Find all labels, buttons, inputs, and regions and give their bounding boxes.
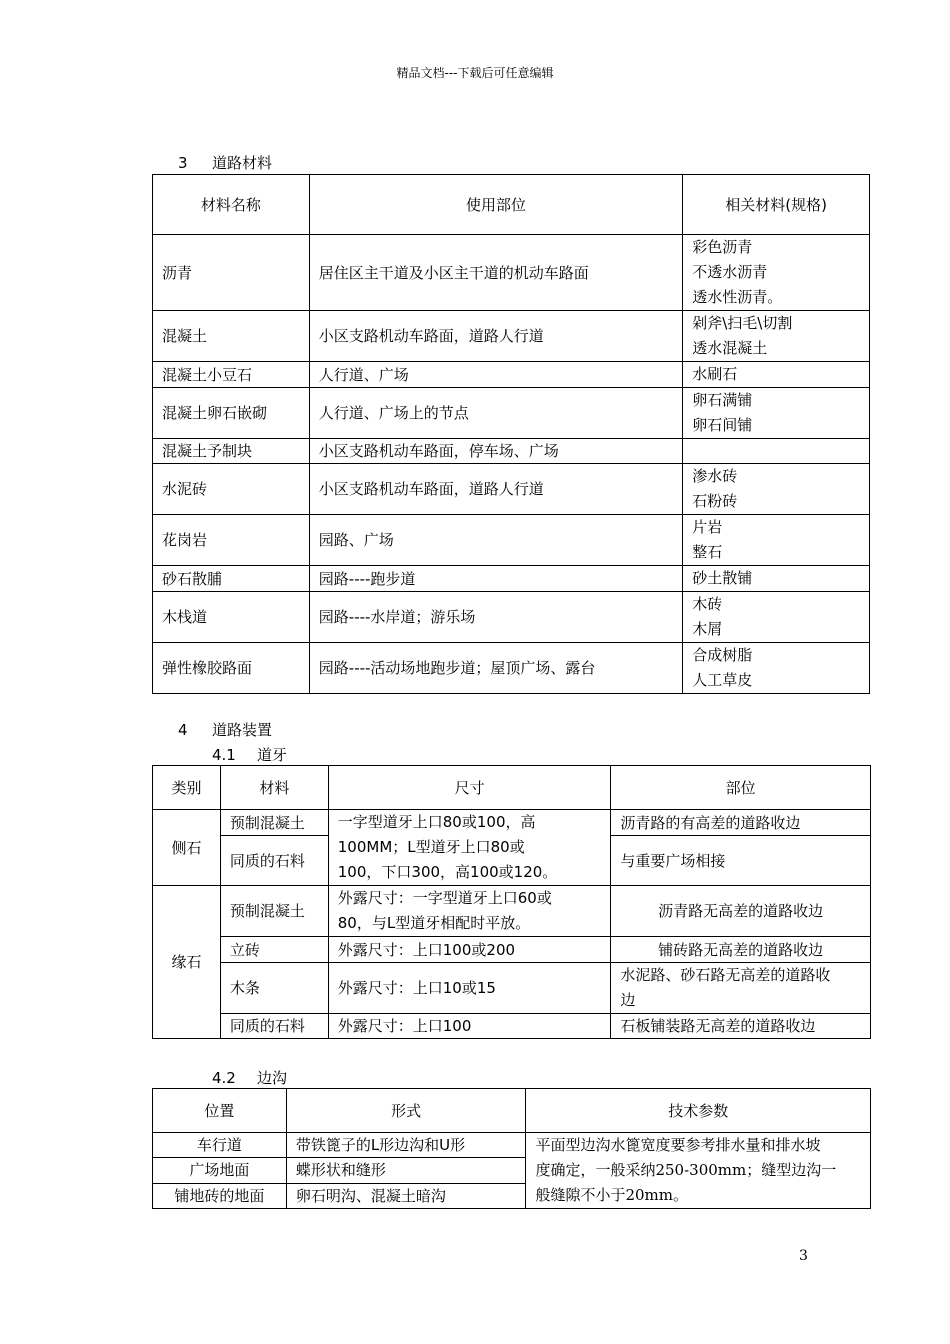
material-name-cell: 弹性橡胶路面 — [153, 643, 310, 694]
column-header: 尺寸 — [328, 766, 611, 810]
params-cell — [526, 1133, 871, 1209]
size-line: 外露尺寸：一字型道牙上口60或 — [337, 889, 552, 907]
related-material-line: 透水混凝土 — [692, 339, 768, 357]
table-row — [153, 362, 870, 388]
related-material-line: 合成树脂 — [692, 646, 753, 664]
related-material-line: 剁斧\扫毛\切割 — [692, 314, 793, 332]
related-materials-cell — [683, 439, 870, 464]
related-materials-cell — [683, 592, 870, 643]
usage-cell: 小区支路机动车路面，停车场、广场 — [309, 439, 682, 464]
column-header: 形式 — [286, 1089, 526, 1133]
section-4-heading — [178, 719, 272, 740]
material-name-cell: 砂石散脯 — [153, 566, 310, 592]
size-cell — [328, 886, 611, 937]
table-row — [153, 515, 870, 566]
material-cell: 木条 — [220, 963, 328, 1014]
table-row — [153, 592, 870, 643]
related-material-line: 卵石间铺 — [692, 416, 753, 434]
related-materials-cell — [683, 311, 870, 362]
column-header: 类别 — [153, 766, 221, 810]
size-line: 100MM；L型道牙上口80或 — [337, 838, 525, 856]
table-row — [153, 439, 870, 464]
related-material-line: 水刷石 — [692, 365, 738, 383]
section-title: 道路装置 — [212, 721, 273, 739]
subsection-number: 4.1 — [212, 746, 236, 764]
section-title: 道路材料 — [212, 154, 273, 172]
material-name-cell: 混凝土予制块 — [153, 439, 310, 464]
params-line: 平面型边沟水篦宽度要参考排水量和排水坡 — [535, 1136, 821, 1154]
related-materials-cell — [683, 464, 870, 515]
table-row — [153, 388, 870, 439]
position-cell: 广场地面 — [153, 1158, 287, 1183]
column-header: 材料 — [220, 766, 328, 810]
related-material-line: 砂土散铺 — [692, 569, 753, 587]
form-cell: 带铁篦子的L形边沟和U形 — [286, 1133, 526, 1158]
size-line: 一字型道牙上口80或100，高 — [337, 813, 536, 831]
usage-cell: 园路----水岸道；游乐场 — [309, 592, 682, 643]
location-cell: 石板铺装路无高差的道路收边 — [611, 1014, 871, 1039]
related-material-line: 彩色沥青 — [692, 238, 753, 256]
position-cell: 铺地砖的地面 — [153, 1183, 287, 1208]
section-number: 4 — [178, 721, 188, 739]
usage-cell: 人行道、广场 — [309, 362, 682, 388]
related-material-line: 人工草皮 — [692, 671, 753, 689]
material-cell: 同质的石料 — [220, 1014, 328, 1039]
section-number: 3 — [178, 154, 188, 172]
location-line: 边 — [620, 991, 636, 1009]
material-cell: 预制混凝土 — [220, 810, 328, 836]
column-header: 使用部位 — [309, 175, 682, 235]
location-cell: 铺砖路无高差的道路收边 — [611, 937, 871, 963]
form-cell: 蝶形状和缝形 — [286, 1158, 526, 1183]
material-name-cell: 水泥砖 — [153, 464, 310, 515]
related-material-line: 木砖 — [692, 595, 723, 613]
curb-table — [152, 765, 871, 1039]
table-row — [153, 566, 870, 592]
material-name-cell: 混凝土小豆石 — [153, 362, 310, 388]
size-cell: 外露尺寸：上口100 — [328, 1014, 611, 1039]
usage-cell: 小区支路机动车路面，道路人行道 — [309, 311, 682, 362]
column-header: 部位 — [611, 766, 871, 810]
related-materials-cell — [683, 235, 870, 311]
related-material-line: 木屑 — [692, 620, 723, 638]
column-header: 位置 — [153, 1089, 287, 1133]
material-cell: 立砖 — [220, 937, 328, 963]
page-number: 3 — [799, 1248, 808, 1264]
subsection-title: 道牙 — [257, 746, 288, 764]
column-header: 相关材料(规格) — [683, 175, 870, 235]
usage-cell: 园路----活动场地跑步道；屋顶广场、露台 — [309, 643, 682, 694]
road-materials-table — [152, 174, 870, 694]
size-cell: 外露尺寸：上口10或15 — [328, 963, 611, 1014]
related-material-line: 片岩 — [692, 518, 723, 536]
location-cell: 与重要广场相接 — [611, 836, 871, 886]
location-cell: 沥青路的有高差的道路收边 — [611, 810, 871, 836]
size-cell: 外露尺寸：上口100或200 — [328, 937, 611, 963]
related-material-line: 石粉砖 — [692, 492, 738, 510]
usage-cell: 园路----跑步道 — [309, 566, 682, 592]
table-row — [153, 311, 870, 362]
form-cell: 卵石明沟、混凝土暗沟 — [286, 1183, 526, 1208]
related-material-line: 整石 — [692, 543, 723, 561]
gutter-table — [152, 1088, 871, 1209]
params-line: 般缝隙不小于20mm。 — [535, 1186, 688, 1204]
related-materials-cell — [683, 388, 870, 439]
subsection-title: 边沟 — [257, 1069, 288, 1087]
size-line: 80，与L型道牙相配时平放。 — [337, 914, 531, 932]
column-header: 技术参数 — [526, 1089, 871, 1133]
material-cell: 同质的石料 — [220, 836, 328, 886]
usage-cell: 居住区主干道及小区主干道的机动车路面 — [309, 235, 682, 311]
location-cell: 沥青路无高差的道路收边 — [611, 886, 871, 937]
material-name-cell: 混凝土卵石嵌砌 — [153, 388, 310, 439]
subsection-number: 4.2 — [212, 1069, 236, 1087]
usage-cell: 园路、广场 — [309, 515, 682, 566]
related-materials-cell — [683, 566, 870, 592]
table-row — [153, 464, 870, 515]
material-name-cell: 沥青 — [153, 235, 310, 311]
subsection-4-2-heading — [212, 1067, 287, 1088]
material-name-cell: 花岗岩 — [153, 515, 310, 566]
related-materials-cell — [683, 515, 870, 566]
related-material-line: 透水性沥青。 — [692, 288, 783, 306]
size-line: 100，下口300，高100或120。 — [337, 863, 558, 881]
table-row — [153, 643, 870, 694]
related-materials-cell — [683, 362, 870, 388]
material-name-cell: 混凝土 — [153, 311, 310, 362]
column-header: 材料名称 — [153, 175, 310, 235]
related-material-line: 卵石满铺 — [692, 391, 753, 409]
location-line: 水泥路、砂石路无高差的道路收 — [620, 966, 831, 984]
params-line: 度确定，一般采纳250-300mm；缝型边沟一 — [535, 1161, 837, 1179]
section-3-heading — [178, 152, 272, 173]
related-material-line: 渗水砖 — [692, 467, 738, 485]
category-cell: 侧石 — [153, 810, 221, 886]
size-cell — [328, 810, 611, 886]
table-row — [153, 235, 870, 311]
page-header: 精品文档---下载后可任意编辑 — [396, 66, 554, 80]
subsection-4-1-heading — [212, 744, 287, 765]
related-materials-cell — [683, 643, 870, 694]
material-cell: 预制混凝土 — [220, 886, 328, 937]
material-name-cell: 木栈道 — [153, 592, 310, 643]
usage-cell: 小区支路机动车路面，道路人行道 — [309, 464, 682, 515]
position-cell: 车行道 — [153, 1133, 287, 1158]
related-material-line: 不透水沥青 — [692, 263, 768, 281]
category-cell: 缘石 — [153, 886, 221, 1039]
location-cell — [611, 963, 871, 1014]
usage-cell: 人行道、广场上的节点 — [309, 388, 682, 439]
